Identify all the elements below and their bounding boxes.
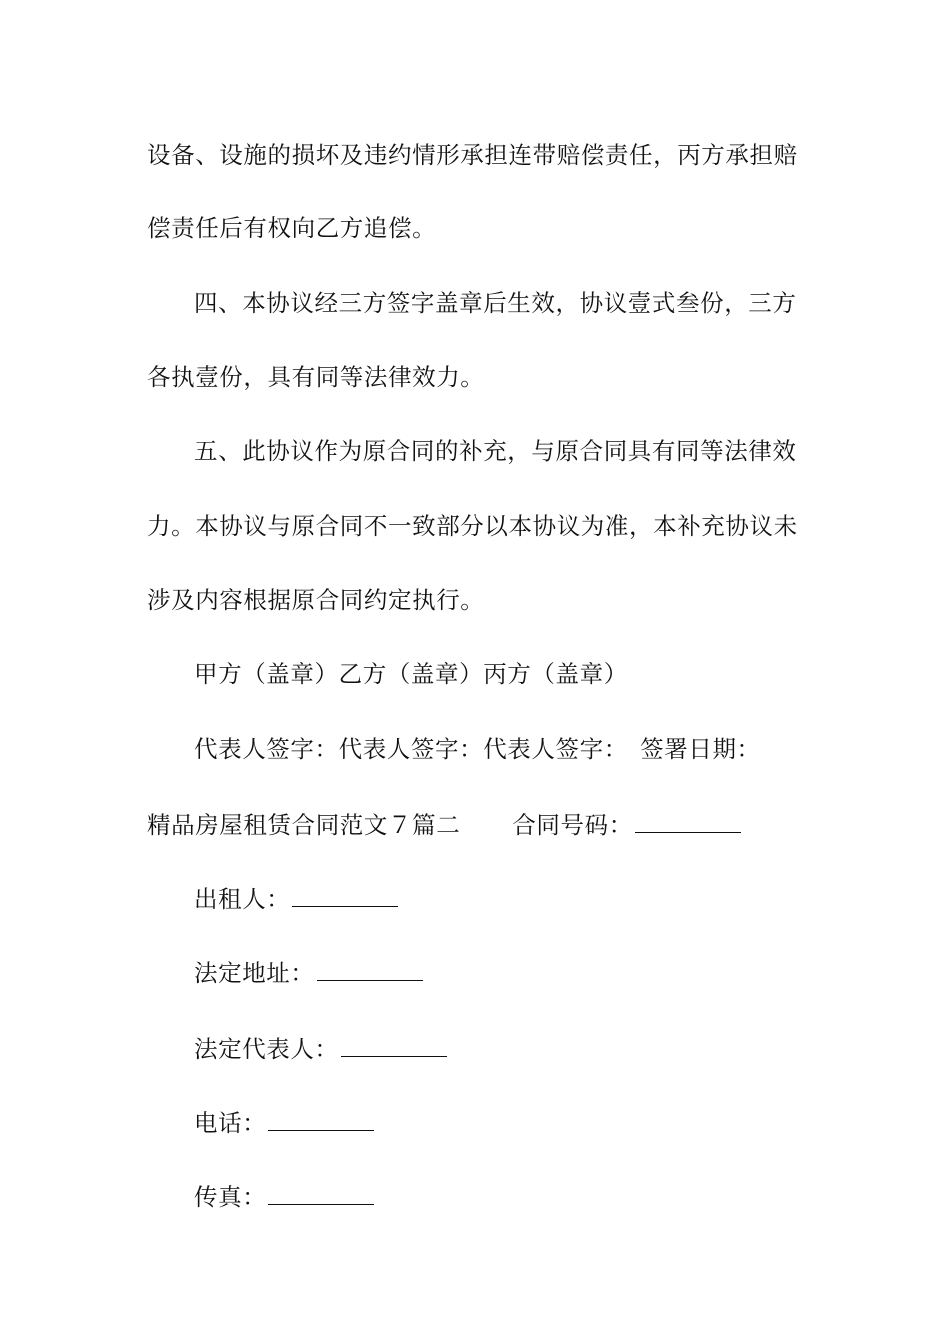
phone-line bbox=[194, 1108, 807, 1138]
fax-line bbox=[194, 1182, 807, 1212]
paragraph-line: 偿责任后有权向乙方追偿。 bbox=[147, 214, 437, 242]
paragraph-line: 设备、设施的损坏及违约情形承担连带赔偿责任，丙方承担赔 bbox=[147, 141, 798, 169]
legal-representative-label: 法定代表人： bbox=[194, 1035, 339, 1063]
contract-title: 精品房屋租赁合同范文７篇二 bbox=[147, 811, 461, 839]
phone-label: 电话： bbox=[194, 1109, 267, 1137]
legal-address-blank bbox=[317, 958, 423, 981]
legal-representative-blank bbox=[341, 1034, 447, 1057]
paragraph-line: 涉及内容根据原合同约定执行。 bbox=[147, 586, 485, 614]
clause-five-line: 五、此协议作为原合同的补充，与原合同具有同等法律效 bbox=[194, 437, 797, 465]
contract-number-label: 合同号码： bbox=[512, 811, 633, 839]
legal-address-label: 法定地址： bbox=[194, 959, 315, 987]
lessor-line bbox=[194, 884, 807, 914]
clause-four-line: 四、本协议经三方签字盖章后生效，协议壹式叁份，三方 bbox=[194, 289, 797, 317]
lessor-label: 出租人： bbox=[194, 885, 291, 913]
legal-address-line bbox=[194, 958, 807, 988]
paragraph-line: 力。本协议与原合同不一致部分以本协议为准，本补充协议未 bbox=[147, 512, 798, 540]
contract-title-line bbox=[147, 810, 807, 840]
contract-number-blank bbox=[635, 810, 741, 833]
phone-blank bbox=[268, 1108, 374, 1131]
fax-blank bbox=[268, 1182, 374, 1205]
lessor-blank bbox=[292, 884, 398, 907]
fax-label: 传真： bbox=[194, 1183, 267, 1211]
seal-line: 甲方（盖章）乙方（盖章）丙方（盖章） bbox=[194, 660, 628, 688]
legal-representative-line bbox=[194, 1034, 807, 1064]
paragraph-line: 各执壹份，具有同等法律效力。 bbox=[147, 363, 485, 391]
signature-line: 代表人签字：代表人签字：代表人签字： 签署日期： bbox=[194, 735, 761, 763]
